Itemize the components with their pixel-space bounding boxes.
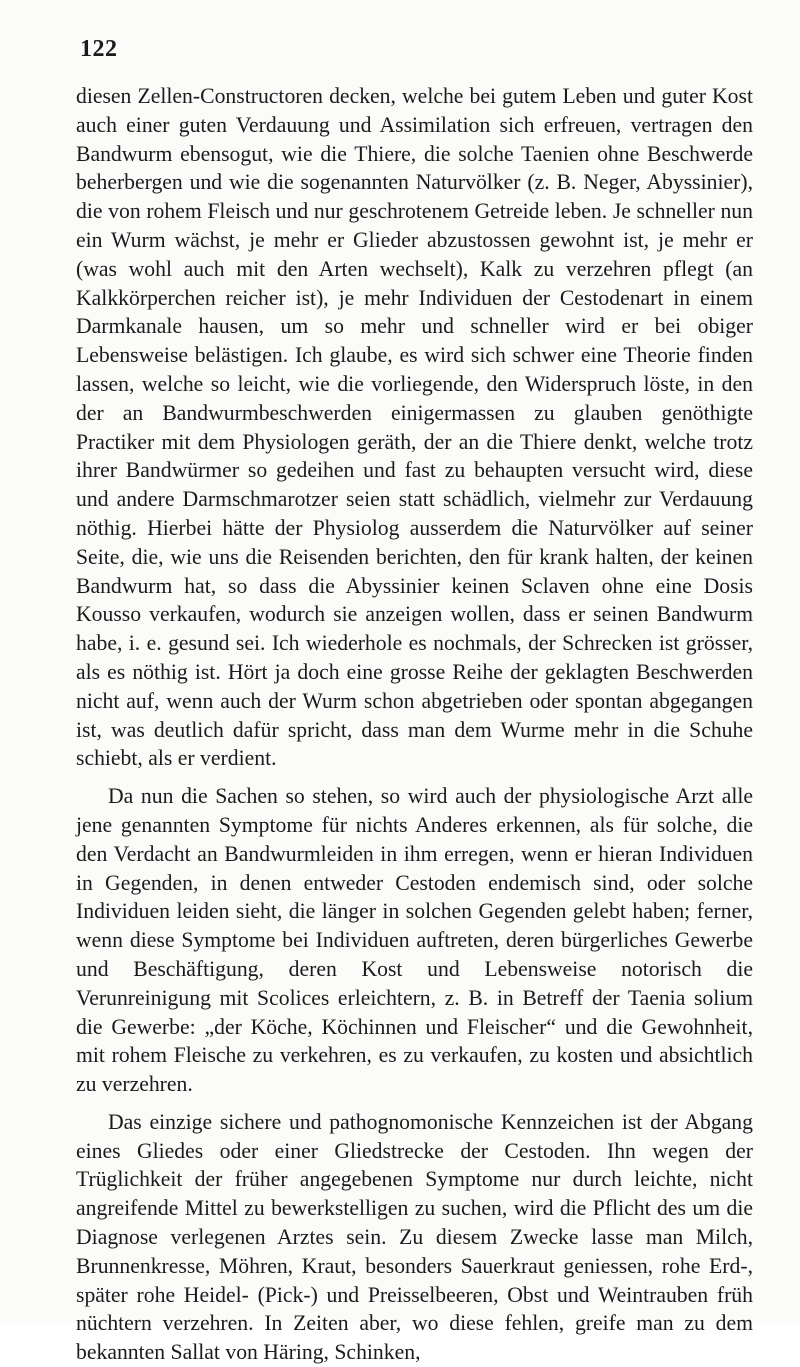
paragraph-continued: diesen Zellen-Constructoren decken, welche bei gutem Leben und guter Kost auch einer guten Verdauung und Assimilation sich erfreuen, vertragen den Bandwurm ebensogut, wie die Thiere, die solche Taenien ohne Beschwerde beherbergen und wie die sogenannten Naturvölker (z. B. Neger, Abyssinier), die von rohem Fleisch und nur geschrotenem Getreide leben. Je schneller nun ein Wurm wächst, je mehr er Glieder abzustossen gewohnt ist, je mehr er (was wohl auch mit den Arten wechselt), Kalk zu verzehren pflegt (an Kalkkörperchen reicher ist), je mehr Individuen der Cestodenart in einem Darmkanale hausen, um so mehr und schneller wird er bei obiger Lebensweise belästigen. Ich glaube, es wird sich schwer eine Theorie finden lassen, welche so leicht, wie die vorliegende, den Widerspruch löste, in den der an Bandwurmbeschwerden einigermassen zu glauben genöthigte Practiker mit dem Physiologen geräth, der an die Thiere denkt, welche trotz ihrer Bandwürmer so gedeihen und fast zu behaupten versucht wird, diese und andere Darmschmarotzer seien statt schädlich, vielmehr zur Verdauung nöthig. Hierbei hätte der Physiolog ausserdem die Naturvölker auf seiner Seite, die, wie uns die Reisenden berichten, den für krank halten, der keinen Bandwurm hat, so dass die Abyssinier keinen Sclaven ohne eine Dosis Kousso verkaufen, wodurch sie anzeigen wollen, dass er seinen Bandwurm habe, i. e. gesund sei. Ich wiederhole es nochmals, der Schrecken ist grösser, als es nöthig ist. Hört ja doch eine grosse Reihe der geklagten Beschwerden nicht auf, wenn auch der Wurm schon abgetrieben oder spontan abgegangen ist, was deutlich dafür spricht, dass man dem Wurme mehr in die Schuhe schiebt, als er verdient. bbox=[76, 84, 753, 771]
body-text bbox=[76, 82, 753, 1367]
paragraph-symptoms: Da nun die Sachen so stehen, so wird auch der physiologische Arzt alle jene genannten Symptome für nichts Anderes erkennen, als für solche, die den Verdacht an Bandwurmleiden in ihm erregen, wenn er hieran Individuen in Gegenden, in denen entweder Cestoden endemisch sind, oder solche Individuen leiden sieht, die länger in solchen Gegenden gelebt haben; ferner, wenn diese Symptome bei Individuen auftreten, deren bürgerliches Gewerbe und Beschäftigung, deren Kost und Lebensweise notorisch die Verunreinigung mit Scolices erleichtern, z. B. in Betreff der Taenia solium die Gewerbe: „der Köche, Köchinnen und Fleischer“ und die Gewohnheit, mit rohem Fleische zu verkehren, es zu verkaufen, zu kosten und absichtlich zu verzehren. bbox=[76, 784, 753, 1097]
page-number: 122 bbox=[80, 36, 118, 62]
paragraph-diagnosis: Das einzige sichere und pathognomonische Kennzeichen ist der Abgang eines Gliedes oder einer Gliedstrecke der Cestoden. Ihn wegen der Trüglichkeit der früher angegebenen Symptome nur durch leichte, nicht angreifende Mittel zu bewerkstelligen zu suchen, wird die Pflicht des um die Diagnose verlegenen Arztes sein. Zu diesem Zwecke lasse man Milch, Brunnenkresse, Möhren, Kraut, besonders Sauerkraut geniessen, rohe Erd-, später rohe Heidel- (Pick-) und Preisselbeeren, Obst und Weintrauben früh nüchtern verzehren. In Zeiten aber, wo diese fehlen, greife man zu dem bekannten Sallat von Häring, Schinken, bbox=[76, 1109, 753, 1365]
